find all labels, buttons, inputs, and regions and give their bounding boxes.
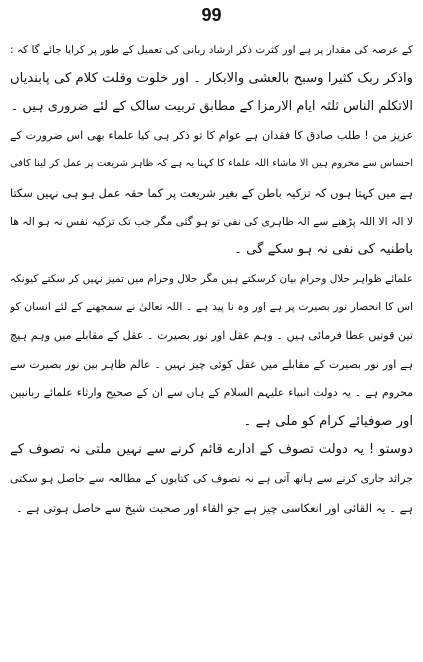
text-line: اور صوفیائے کرام کو ملی ہے ۔ — [243, 413, 413, 429]
paragraph-3 — [10, 265, 413, 437]
text-line: احساس سے محروم ہیں الا ماشاء اللہ علماء کا کہنا یہ ہے کہ ظاہر شریعت پر عمل کر لینا کافی — [10, 158, 413, 170]
paragraph-2 — [10, 122, 413, 265]
text-line: محروم ہے ۔ یہ دولت انبیاء علیہم السلام کے ہاں سے ان کے صحیح وارثاء علمائے ربانیین — [10, 386, 413, 400]
text-line: ہے میں کہتا ہوں کہ تزکیہ باطن کے بغیر شریعت پر کما حقہ عمل ہو ہی نہیں سکتا — [10, 185, 413, 200]
page-number: 99 — [201, 5, 222, 25]
text-line: الاتکلم الناس ثلثہ ایام الارمزا کے مطابق تربیت سالک کے لئے ضروری ہیں ۔ — [10, 99, 413, 115]
text-line: باطنیہ کی نفی نہ ہو سکے گی ۔ — [234, 242, 413, 258]
text-line: اس کا انحصار نور بصیرت پر ہے اور وہ نا پید ہے ۔ اللہ تعالیٰ نے سمجھنے کے لئے انسان کو — [10, 300, 413, 314]
text-line: علمائے ظواہر حلال وحرام بیان کرسکتے ہیں مگر حلال وحرام میں تمیز نہیں کر سکتے کیونکہ — [10, 272, 413, 285]
text-line: جرائد جاری کرنے سے ہاتھ آتی ہے نہ تصوف کی کتابوں کے مطالعہ سے حاصل ہو سکتی — [10, 471, 413, 485]
text-line: ہے ۔ یہ القائی اور انعکاسی چیز ہے جو القاء اور صحبت شیخ سے حاصل ہوتی ہے ۔ — [15, 500, 413, 515]
paragraph-1 — [10, 36, 413, 122]
text-line: واذکر ربک کثیرا وسبح بالعشی والابکار ۔ اور خلوت وقلت کلام کی پابندیاں — [10, 70, 413, 86]
body-text — [10, 36, 413, 522]
text-line: تین قوتیں عطا فرمائی ہیں ۔ وہم عقل اور نور بصیرت ۔ عقل کے مقابلے میں وہم ہیچ — [10, 328, 413, 342]
text-line: لا الہ الا اللہ پڑھنے سے الہ ظاہری کی نفی تو ہو گئی مگر جب تک تزکیہ نفس نہ ہو الہ ھا — [10, 214, 413, 228]
text-line: دوستو ! یہ دولت تصوف کے ادارے قائم کرنے سے نہیں ملتی نہ تصوف کے — [10, 442, 413, 458]
text-line: ہے اور نور بصیرت کے مقابلے میں عقل کوئی چیز نہیں ۔ عالم ظاہر بین نور بصیرت سے — [10, 357, 413, 371]
text-line: عزیز من ! طلب صادق کا فقدان ہے عوام کا تو ذکر ہی کیا علماء بھی اس ضرورت کے — [10, 128, 413, 142]
paragraph-4 — [10, 436, 413, 522]
text-line: کے عرصہ کی مقدار پر ہے اور کثرت ذکر ارشاد ربانی کی تعمیل کے طور پر کرایا جائے گا کہ : — [10, 44, 413, 56]
